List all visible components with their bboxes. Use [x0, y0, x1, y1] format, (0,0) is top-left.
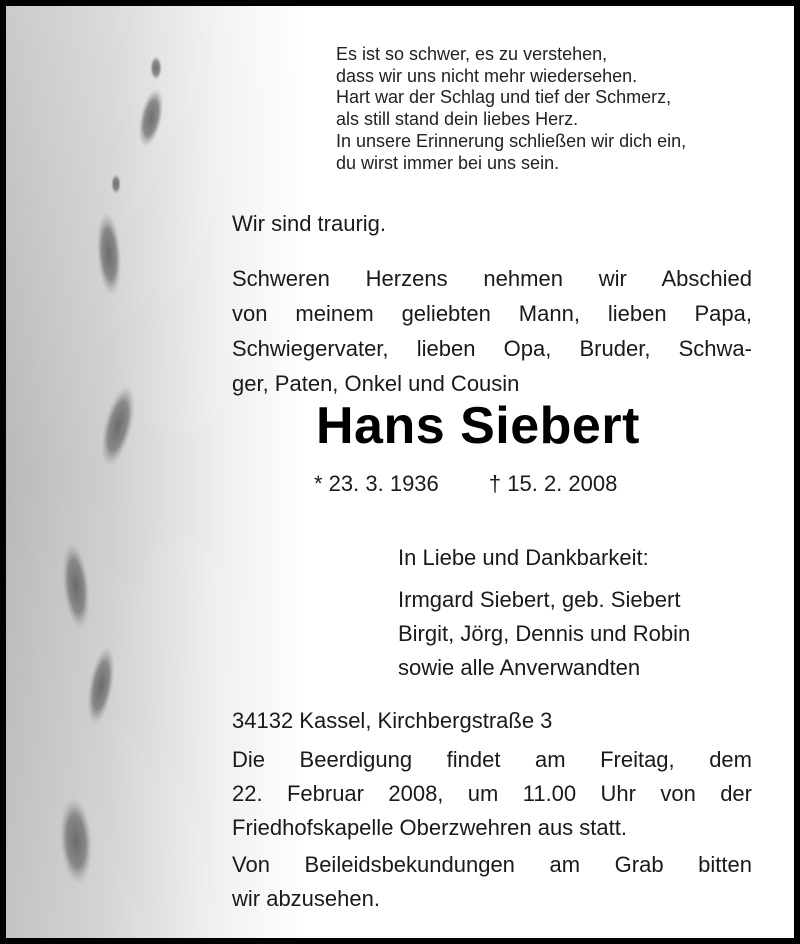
birth-date: * 23. 3. 1936 [314, 471, 439, 496]
signer-line: Birgit, Jörg, Dennis und Robin [398, 621, 691, 646]
signer-line: sowie alle Anverwandten [398, 655, 641, 680]
deceased-name: Hans Siebert [316, 397, 640, 455]
poem-line: du wirst immer bei uns sein. [336, 152, 560, 173]
life-dates [314, 471, 617, 497]
signer-line: Irmgard Siebert, geb. Siebert [398, 587, 681, 612]
poem-line: Hart war der Schlag und tief der Schmerz, [336, 87, 672, 108]
farewell-line: von meinem geliebten Mann, lieben Papa, [232, 301, 752, 326]
condolence-note [232, 848, 752, 916]
funeral-line: Friedhofskapelle Oberzwehren aus statt. [232, 815, 627, 840]
death-date: † 15. 2. 2008 [488, 471, 618, 496]
signers-heading: In Liebe und Dankbarkeit: [398, 545, 649, 570]
condolence-line: Von Beileidsbekundungen am Grab bitten [232, 852, 752, 877]
memorial-poem [336, 44, 766, 174]
funeral-notice [232, 743, 752, 845]
intro-text: Wir sind traurig. [232, 211, 387, 236]
poem-line: als still stand dein liebes Herz. [336, 109, 579, 130]
address: 34132 Kassel, Kirchbergstraße 3 [232, 708, 553, 733]
signers-block [398, 541, 758, 685]
poem-line: In unsere Erinnerung schließen wir dich ein, [336, 130, 687, 151]
poem-line: dass wir uns nicht mehr wiedersehen. [336, 65, 638, 86]
farewell-line: ger, Paten, Onkel und Cousin [232, 371, 520, 396]
funeral-line: Die Beerdigung findet am Freitag, dem [232, 747, 752, 772]
funeral-line: 22. Februar 2008, um 11.00 Uhr von der [232, 781, 752, 806]
condolence-line: wir abzusehen. [232, 886, 380, 911]
poem-line: Es ist so schwer, es zu verstehen, [336, 44, 608, 64]
farewell-line: Schweren Herzens nehmen wir Abschied [232, 266, 752, 291]
farewell-paragraph [232, 261, 752, 401]
farewell-line: Schwiegervater, lieben Opa, Bruder, Schwa- [232, 336, 752, 361]
